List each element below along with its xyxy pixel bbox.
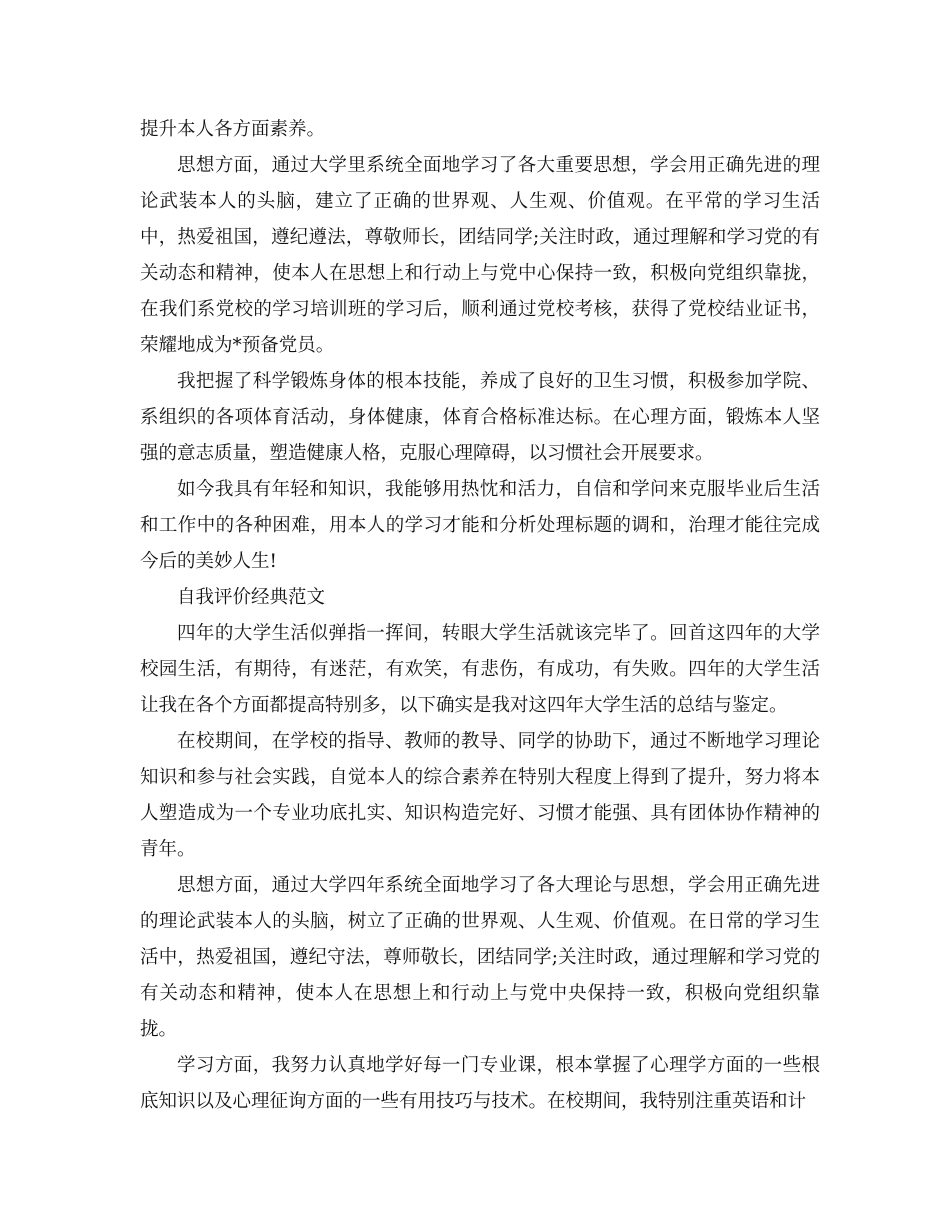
paragraph-four-years: 四年的大学生活似弹指一挥间，转眼大学生活就该完毕了。回首这四年的大学校园生活，有期待，有迷茫，有欢笑，有悲伤，有成功，有失败。四年的大学生活让我在各个方面都提高特别多，以下确实是我对这四年大学生活的总结与鉴定。 [140,623,820,716]
paragraph-study: 学习方面，我努力认真地学好每一门专业课，根本掌握了心理学方面的一些根底知识以及心理征询方面的一些有用技巧与技术。在校期间，我特别注重英语和计 [140,1055,820,1112]
paragraph-continuation: 提升本人各方面素养。 [140,119,326,140]
section-heading: 自我评价经典范文 [177,587,326,608]
paragraph-thought-2: 思想方面，通过大学四年系统全面地学习了各大理论与思想，学会用正确先进的理论武装本人的头脑，树立了正确的世界观、人生观、价值观。在日常的学习生活中，热爱祖国，遵纪守法，尊师敬长，团结同学;关注时政，通过理解和学习党的有关动态和精神，使本人在思想上和行动上与党中央保持一致，积极向党组织靠拢。 [140,875,820,1040]
paragraph-physical: 我把握了科学锻炼身体的根本技能，养成了良好的卫生习惯，积极参加学院、系组织的各项体育活动，身体健康，体育合格标准达标。在心理方面，锻炼本人坚强的意志质量，塑造健康人格，克服心理障碍，以习惯社会开展要求。 [140,371,820,464]
paragraph-thought: 思想方面，通过大学里系统全面地学习了各大重要思想，学会用正确先进的理论武装本人的头脑，建立了正确的世界观、人生观、价值观。在平常的学习生活中，热爱祖国，遵纪遵法，尊敬师长，团结同学;关注时政，通过理解和学习党的有关动态和精神，使本人在思想上和行动上与党中心保持一致，积极向党组织靠拢，在我们系党校的学习培训班的学习后，顺利通过党校考核，获得了党校结业证书，荣耀地成为*预备党员。 [140,155,820,356]
paragraph-on-campus: 在校期间，在学校的指导、教师的教导、同学的协助下，通过不断地学习理论知识和参与社会实践，自觉本人的综合素养在特别大程度上得到了提升，努力将本人塑造成为一个专业功底扎实、知识构造完好、习惯才能强、具有团体协作精神的青年。 [140,731,820,860]
document-body [140,112,820,1120]
paragraph-outlook: 如今我具有年轻和知识，我能够用热忱和活力，自信和学问来克服毕业后生活和工作中的各种困难，用本人的学习才能和分析处理标题的调和，治理才能往完成今后的美妙人生! [140,479,820,572]
